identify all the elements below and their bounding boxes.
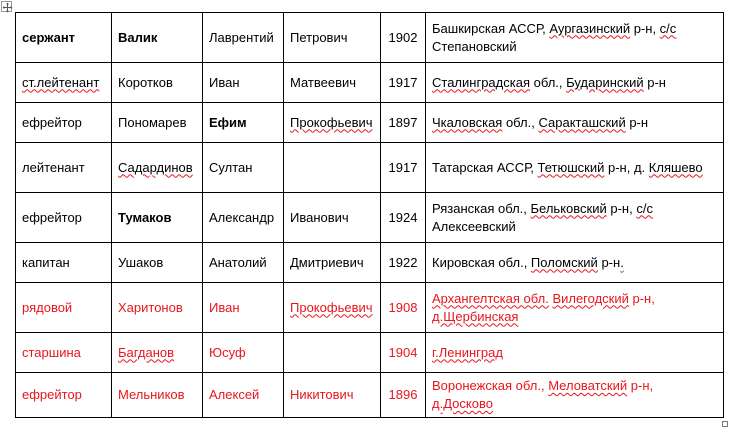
place-text: Воронежская обл., xyxy=(432,378,549,393)
surname-text: Багданов xyxy=(118,344,175,360)
rank-cell[interactable] xyxy=(16,63,112,103)
name-cell[interactable]: Иван xyxy=(203,63,284,103)
name-cell[interactable]: Султан xyxy=(203,143,284,193)
place-text: Саракташский xyxy=(538,114,626,130)
place-text: Меловатский xyxy=(548,378,628,393)
patronymic-cell[interactable]: Иванович xyxy=(284,193,381,243)
name-cell[interactable]: Ефим xyxy=(203,103,284,143)
place-text: д.Щербинская xyxy=(432,308,519,324)
birth-year-cell[interactable]: 1922 xyxy=(381,243,426,283)
patronymic-cell[interactable]: Дмитриевич xyxy=(284,243,381,283)
patronymic-cell[interactable] xyxy=(284,143,381,193)
place-text: Кляшево xyxy=(648,159,703,175)
place-text: Башкирская АССР, xyxy=(432,20,550,36)
place-text: обл., xyxy=(502,114,539,130)
table-row xyxy=(16,283,724,333)
place-text: Сталинградская xyxy=(432,74,530,90)
patronymic-cell[interactable]: Матвеевич xyxy=(284,63,381,103)
place-text: обл., xyxy=(529,74,567,90)
birth-year-cell[interactable]: 1908 xyxy=(381,283,426,333)
patronymic-cell[interactable]: Петрович xyxy=(284,13,381,63)
name-cell[interactable]: Анатолий xyxy=(203,243,284,283)
place-text: Кировская обл., xyxy=(432,254,531,270)
place-text: р-н, xyxy=(628,290,655,306)
place-text: Вилегодский xyxy=(552,290,629,306)
table-row xyxy=(16,193,724,243)
surname-cell[interactable]: Пономарев xyxy=(112,103,203,143)
birth-year-cell[interactable]: 1897 xyxy=(381,103,426,143)
surname-cell[interactable]: Коротков xyxy=(112,63,203,103)
table-row xyxy=(16,243,724,283)
rank-cell[interactable]: лейтенант xyxy=(16,143,112,193)
place-text: . xyxy=(620,254,624,270)
place-text: Бударинский xyxy=(566,74,644,90)
personnel-table xyxy=(15,12,724,418)
table-row xyxy=(16,373,724,418)
place-text: Чкаловская xyxy=(432,114,503,130)
birth-year-cell[interactable]: 1896 xyxy=(381,373,426,418)
surname-cell[interactable] xyxy=(112,333,203,373)
place-text: р-н, д. xyxy=(604,159,649,175)
place-text: г.Ленинград xyxy=(432,344,503,360)
surname-cell[interactable]: Валик xyxy=(112,13,203,63)
name-cell[interactable]: Алексей xyxy=(203,373,284,418)
place-text: р-н xyxy=(625,114,649,130)
birthplace-cell[interactable] xyxy=(426,283,724,333)
rank-cell[interactable]: ефрейтор xyxy=(16,193,112,243)
name-cell[interactable]: Александр xyxy=(203,193,284,243)
surname-cell[interactable]: Ушаков xyxy=(112,243,203,283)
place-text: Поломский xyxy=(530,254,598,270)
birthplace-cell[interactable] xyxy=(426,103,724,143)
birth-year-cell[interactable]: 1924 xyxy=(381,193,426,243)
table-row xyxy=(16,63,724,103)
place-text: Архангелтская обл. xyxy=(432,290,549,306)
name-cell[interactable]: Иван xyxy=(203,283,284,333)
patronymic-text: Прокофьевич xyxy=(290,299,373,315)
patronymic-cell[interactable] xyxy=(284,283,381,333)
place-text: р-н xyxy=(643,74,666,90)
patronymic-cell[interactable]: Никитович xyxy=(284,373,381,418)
birthplace-cell[interactable] xyxy=(426,13,724,63)
place-text: Алексеевский xyxy=(432,218,516,234)
place-text: д.Досково xyxy=(432,396,493,411)
patronymic-text: Прокофьевич xyxy=(290,114,373,130)
table-row xyxy=(16,13,724,63)
rank-cell[interactable]: капитан xyxy=(16,243,112,283)
table-row xyxy=(16,333,724,373)
table-move-handle[interactable] xyxy=(1,1,12,12)
place-text: Степановский xyxy=(432,38,517,54)
place-text: с/с xyxy=(659,20,677,36)
rank-cell[interactable]: старшина xyxy=(16,333,112,373)
place-text: р-н xyxy=(597,254,621,270)
surname-cell[interactable]: Тумаков xyxy=(112,193,203,243)
birthplace-cell[interactable] xyxy=(426,63,724,103)
rank-cell[interactable]: сержант xyxy=(16,13,112,63)
birth-year-cell[interactable]: 1917 xyxy=(381,63,426,103)
place-text: р-н, xyxy=(606,200,637,216)
table-resize-handle[interactable] xyxy=(722,421,728,427)
birthplace-cell[interactable] xyxy=(426,373,724,418)
birthplace-cell[interactable] xyxy=(426,333,724,373)
table-row xyxy=(16,143,724,193)
surname-cell[interactable]: Мельников xyxy=(112,373,203,418)
rank-text: ст.лейтенант xyxy=(22,74,100,90)
birthplace-cell[interactable] xyxy=(426,243,724,283)
surname-text: Садардинов xyxy=(118,159,193,175)
rank-cell[interactable]: ефрейтор xyxy=(16,373,112,418)
rank-cell[interactable]: ефрейтор xyxy=(16,103,112,143)
place-text: с/с xyxy=(636,200,653,216)
place-text: Тетюшский xyxy=(537,159,605,175)
birthplace-cell[interactable] xyxy=(426,193,724,243)
table-row xyxy=(16,103,724,143)
move-cross-icon xyxy=(2,2,13,13)
birth-year-cell[interactable]: 1902 xyxy=(381,13,426,63)
birth-year-cell[interactable]: 1917 xyxy=(381,143,426,193)
place-text: р-н, xyxy=(627,378,654,393)
place-text: Татарская АССР, xyxy=(432,159,538,175)
name-cell[interactable]: Лаврентий xyxy=(203,13,284,63)
birthplace-cell[interactable] xyxy=(426,143,724,193)
place-text: Рязанская обл., xyxy=(432,200,531,216)
place-text: р-н, xyxy=(630,20,660,36)
place-text: Аургазинский xyxy=(549,20,631,36)
patronymic-cell[interactable] xyxy=(284,103,381,143)
surname-cell[interactable] xyxy=(112,143,203,193)
place-text: Бельковский xyxy=(530,200,607,216)
name-cell[interactable]: Юсуф xyxy=(203,333,284,373)
rank-cell[interactable]: рядовой xyxy=(16,283,112,333)
surname-cell[interactable]: Харитонов xyxy=(112,283,203,333)
patronymic-cell[interactable] xyxy=(284,333,381,373)
birth-year-cell[interactable]: 1904 xyxy=(381,333,426,373)
